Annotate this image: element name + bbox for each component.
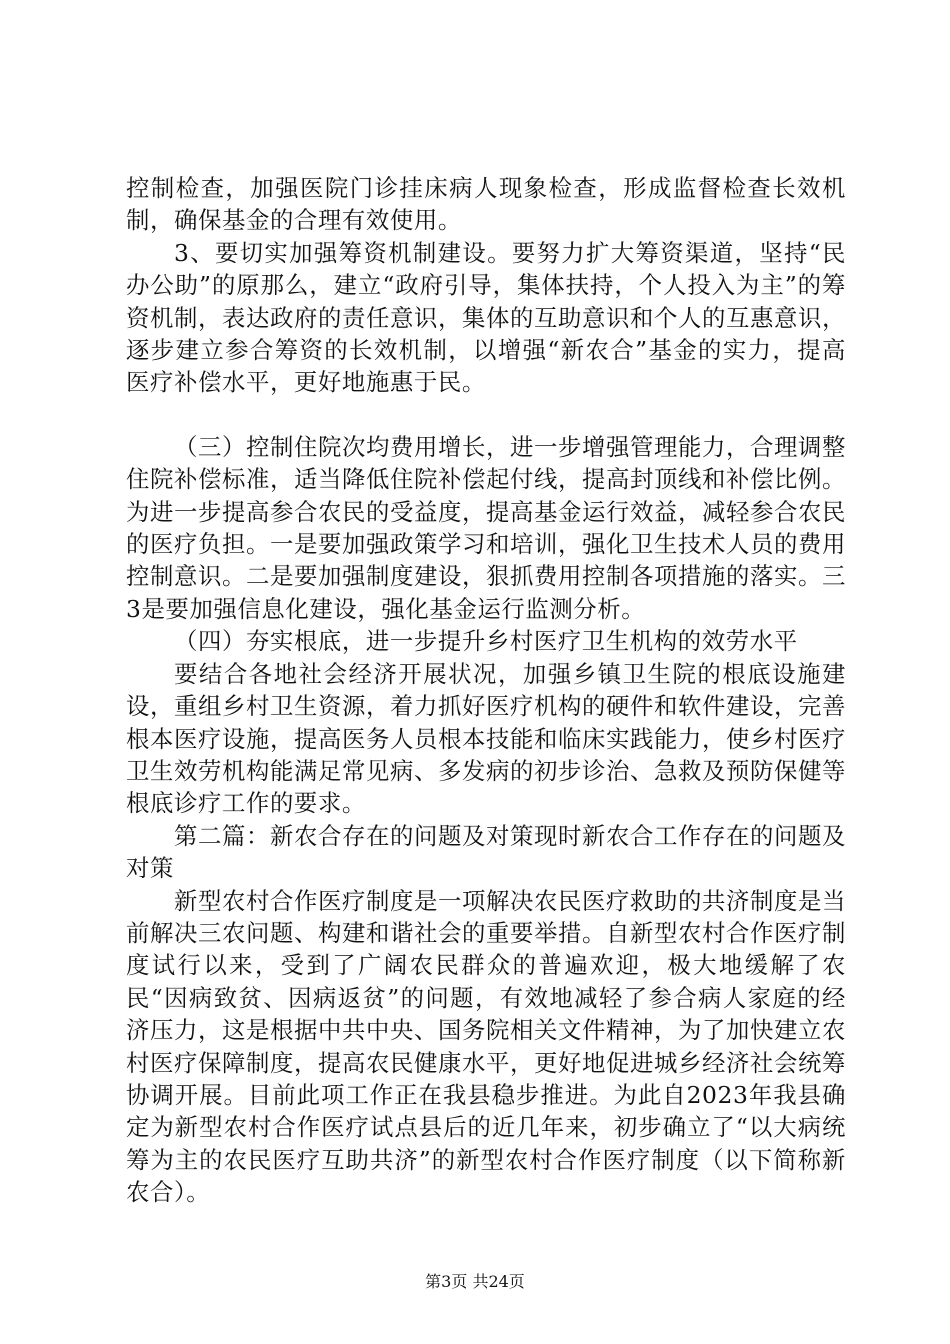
chapter-heading: 第二篇：新农合存在的问题及对策现时新农合工作存在的问题及对策 bbox=[126, 821, 846, 883]
paragraph-2: 3、要切实加强筹资机制建设。要努力扩大筹资渠道，坚持“民办公助”的原那么，建立“政府引导，集体扶持，个人投入为主”的筹资机制，表达政府的责任意识，集体的互助意识和个人的互惠意识，逐步建立参合筹资的长效机制，以增强“新农合”基金的实力，提高医疗补偿水平，更好地施惠于民。 bbox=[126, 238, 846, 397]
paragraph-7: 新型农村合作医疗制度是一项解决农民医疗救助的共济制度是当前解决三农问题、构建和谐社会的重要举措。自新型农村合作医疗制度试行以来，受到了广阔农民群众的普遍欢迎，极大地缓解了农民“因病致贫、因病返贫”的问题，有效地减轻了参合病人家庭的经济压力，这是根据中共中央、国务院相关文件精神，为了加快建立农村医疗保障制度，提高农民健康水平，更好地促进城乡经济社会统筹协调开展。目前此项工作正在我县稳步推进。为此自2023年我县确定为新型农村合作医疗试点县后的近几年来，初步确立了“以大病统筹为主的农民医疗互助共济”的新型农村合作医疗制度（以下简称新农合）。 bbox=[126, 886, 846, 1207]
section-heading-4: （四）夯实根底，进一步提升乡村医疗卫生机构的效劳水平 bbox=[173, 627, 798, 656]
paragraph-1: 控制检查，加强医院门诊挂床病人现象检查，形成监督检查长效机制，确保基金的合理有效使用。 bbox=[126, 174, 846, 235]
document-body bbox=[126, 172, 846, 1209]
paragraph-3: （三）控制住院次均费用增长，进一步增强管理能力，合理调整住院补偿标准，适当降低住院补偿起付线，提高封顶线和补偿比例。为进一步提高参合农民的受益度，提高基金运行效益，减轻参合农民的医疗负担。一是要加强政策学习和培训，强化卫生技术人员的费用控制意识。二是要加强制度建设，狠抓费用控制各项措施的落实。三3是要加强信息化建设，强化基金运行监测分析。 bbox=[126, 432, 846, 623]
page-number-footer: 第3页 共24页 bbox=[425, 1272, 525, 1291]
paragraph-5: 要结合各地社会经济开展状况，加强乡镇卫生院的根底设施建设，重组乡村卫生资源，着力抓好医疗机构的硬件和软件建设，完善根本医疗设施，提高医务人员根本技能和临床实践能力，使乡村医疗卫生效劳机构能满足常见病、多发病的初步诊治、急救及预防保健等根底诊疗工作的要求。 bbox=[126, 659, 846, 818]
